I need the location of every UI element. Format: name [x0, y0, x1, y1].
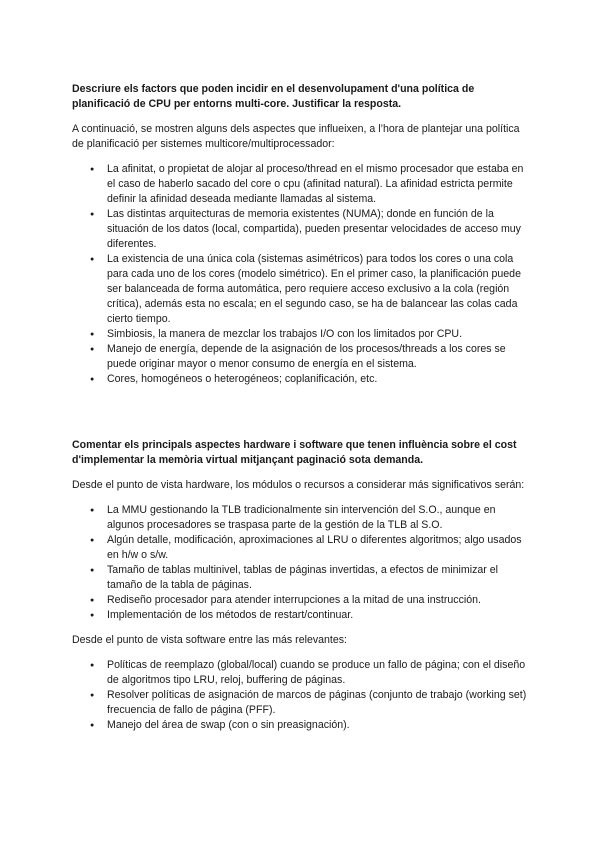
- list-item: ● Simbiosis, la manera de mezclar los trabajos I/O con los limitados por CPU.: [72, 327, 532, 342]
- list-item: ● Políticas de reemplazo (global/local) cuando se produce un fallo de página; con el diseño de algoritmos tipo LRU, reloj, buffering de páginas.: [72, 658, 532, 688]
- hardware-intro: Desde el punto de vista hardware, los módulos o recursos a considerar más significativos serán:: [72, 479, 525, 491]
- hardware-bullet-list: [72, 503, 532, 623]
- list-item: ● Tamaño de tablas multinivel, tablas de páginas invertidas, a efectos de minimizar el tamaño de la tabla de páginas.: [72, 563, 532, 593]
- list-item: ● La existencia de una única cola (sistemas asimétricos) para todos los cores o una cola para cada uno de los cores (modelo simétrico). En el primer caso, la planificación puede ser balanceada de forma automática, pero requiere acceso exclusivo a la cola (región crítica), además esta no escala; en el segundo caso, se ha de balancear las colas cada cierto tiempo.: [72, 252, 532, 327]
- list-item: ● Manejo del área de swap (con o sin preasignación).: [72, 718, 532, 733]
- list-item: ● Implementación de los métodos de restart/continuar.: [72, 608, 532, 623]
- list-item: ● Resolver políticas de asignación de marcos de páginas (conjunto de trabajo (working set) frecuencia de fallo de página (PFF).: [72, 688, 532, 718]
- section-heading: Descriure els factors que poden incidir en el desenvolupament d'una política de planificació de CPU per entorns multi-core. Justificar la resposta.: [72, 83, 475, 110]
- list-item: ● La MMU gestionando la TLB tradicionalmente sin intervención del S.O., aunque en algunos procesadores se traspasa parte de la gestión de la TLB al S.O.: [72, 503, 532, 533]
- software-intro: Desde el punto de vista software entre las más relevantes:: [72, 634, 347, 646]
- list-item: ● Cores, homogéneos o heterogéneos; coplanificación, etc.: [72, 372, 532, 387]
- section-cpu-scheduling: [72, 82, 532, 387]
- software-bullet-list: [72, 658, 532, 733]
- list-item: ● Manejo de energía, depende de la asignación de los procesos/threads a los cores se puede originar mayor o menor consumo de energía en el sistema.: [72, 342, 532, 372]
- list-item: ● La afinitat, o propietat de alojar al proceso/thread en el mismo procesador que estaba en el caso de haberlo sacado del core o cpu (afinitad natural). La afinidad estricta permite definir la afinidad deseada mediante llamadas al sistema.: [72, 162, 532, 207]
- list-item: ● Algún detalle, modificación, aproximaciones al LRU o diferentes algoritmos; algo usados en h/w o s/w.: [72, 533, 532, 563]
- list-item: ● Rediseño procesador para atender interrupciones a la mitad de una instrucción.: [72, 593, 532, 608]
- bullet-list: [72, 162, 532, 387]
- section-heading: Comentar els principals aspectes hardware i software que tenen influència sobre el cost d'implementar la memòria virtual mitjançant paginació sota demanda.: [72, 439, 517, 466]
- section-virtual-memory: [72, 438, 532, 733]
- list-item: ● Las distintas arquitecturas de memoria existentes (NUMA); donde en función de la situación de los datos (local, compartida), pueden presentar velocidades de acceso muy diferentes.: [72, 207, 532, 252]
- section-intro: A continuació, se mostren alguns dels aspectes que influeixen, a l’hora de plantejar una política de planificació per sistemes multicore/multiprocessador:: [72, 123, 520, 150]
